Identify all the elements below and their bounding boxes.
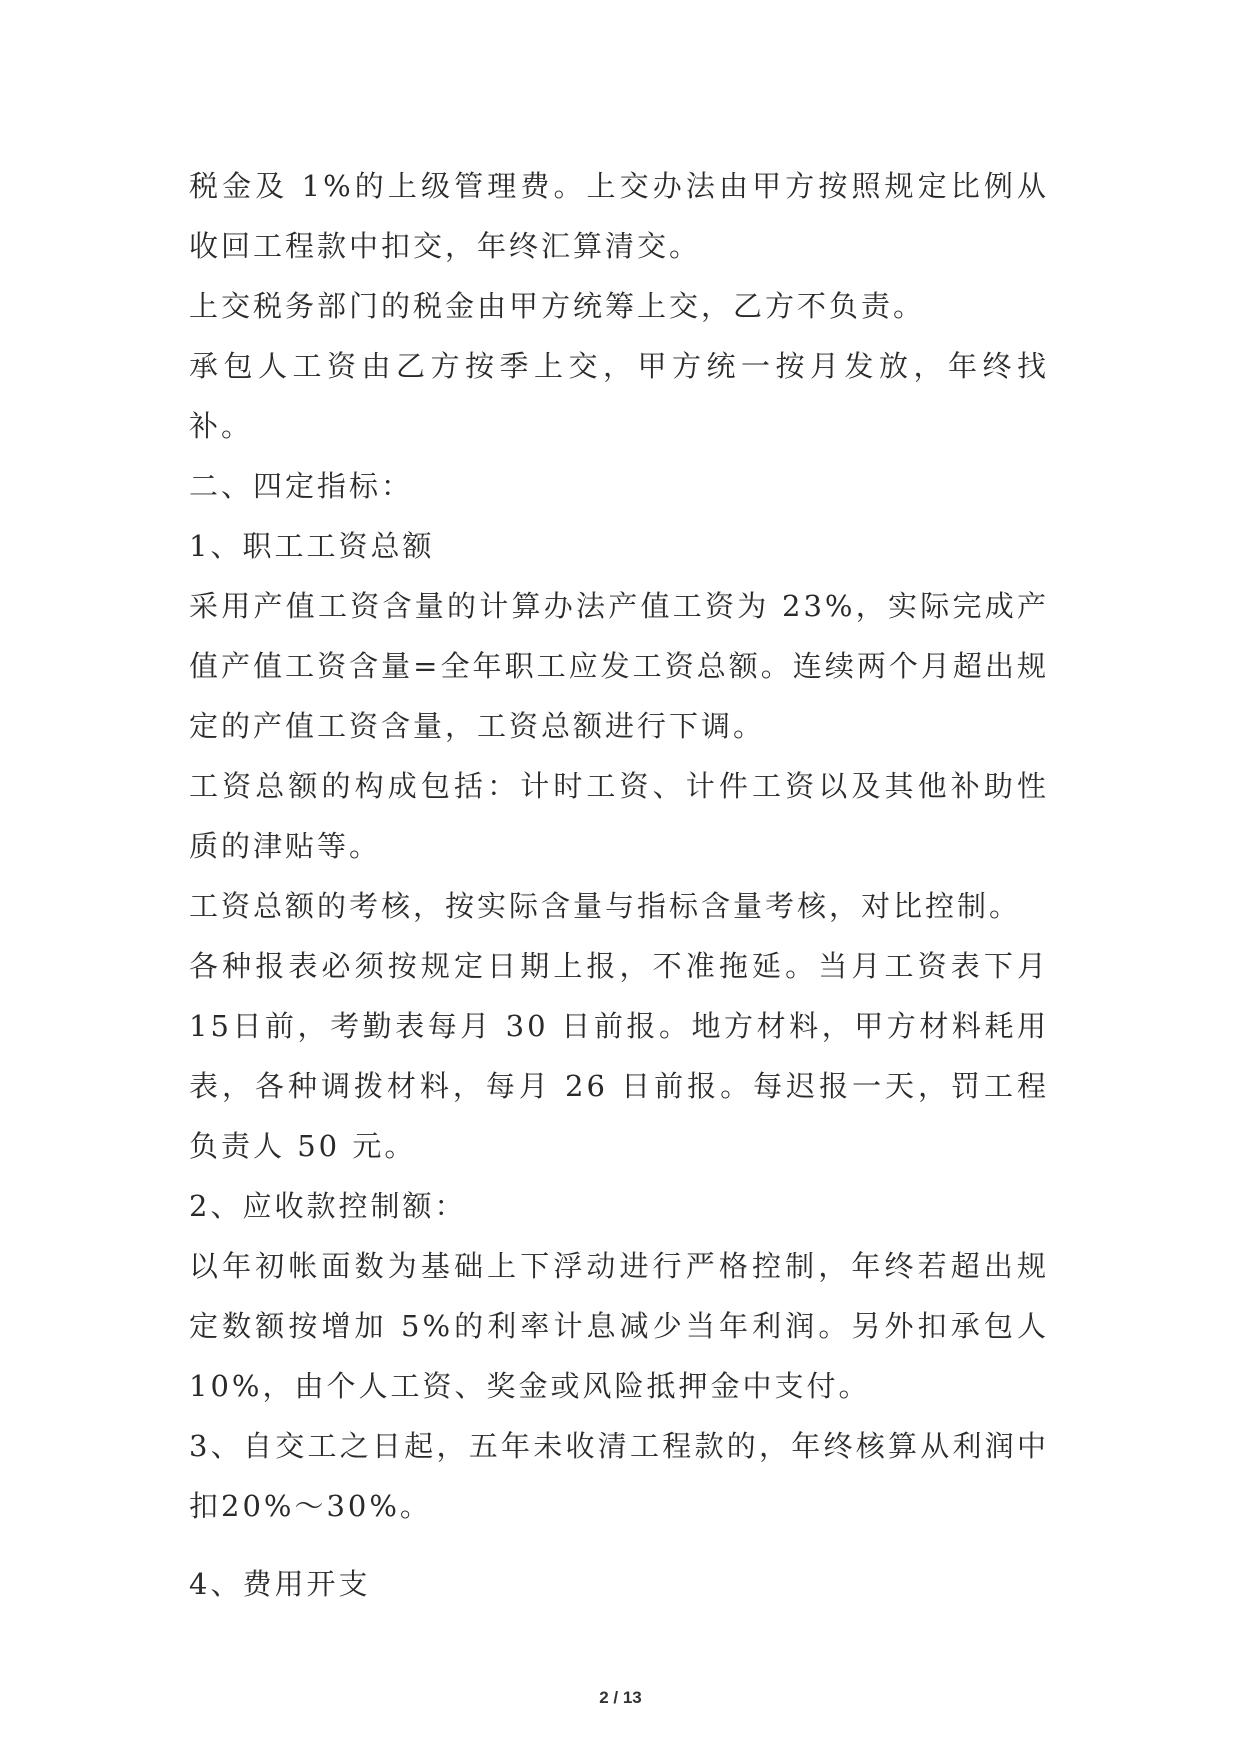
paragraph-contractor-salary: 承包人工资由乙方按季上交，甲方统一按月发放，年终找补。 [189,349,1049,443]
item-heading-receivables: 2、应收款控制额： [189,1189,467,1223]
item-heading-total-wages: 1、职工工资总额 [189,529,435,563]
paragraph-tax-payment: 上交税务部门的税金由甲方统筹上交，乙方不负责。 [189,289,926,323]
document-body [189,156,1049,1614]
paragraph-wage-assessment: 工资总额的考核，按实际含量与指标含量考核，对比控制。 [189,889,1022,923]
paragraph-unpaid-project-funds: 3、自交工之日起，五年未收清工程款的，年终核算从利润中扣20%～30%。 [189,1429,1049,1523]
paragraph-report-deadlines: 各种报表必须按规定日期上报，不准拖延。当月工资表下月 15日前，考勤表每月 30 日前报。地方材料，甲方材料耗用表，各种调拨材料，每月 26 日前报。每迟报一天，罚工程负责人 50 元。 [189,949,1049,1163]
section-heading-four-indicators: 二、四定指标： [189,469,414,503]
item-heading-expenses: 4、费用开支 [189,1567,371,1601]
paragraph-wage-calculation: 采用产值工资含量的计算办法产值工资为 23%，实际完成产值产值工资含量=全年职工应发工资总额。连续两个月超出规定的产值工资含量，工资总额进行下调。 [189,589,1049,743]
paragraph-management-fee: 税金及 1%的上级管理费。上交办法由甲方按照规定比例从收回工程款中扣交，年终汇算清交。 [189,169,1049,263]
paragraph-receivables-control: 以年初帐面数为基础上下浮动进行严格控制，年终若超出规定数额按增加 5%的利率计息减少当年利润。另外扣承包人 10%，由个人工资、奖金或风险抵押金中支付。 [189,1249,1049,1403]
paragraph-wage-composition: 工资总额的构成包括：计时工资、计件工资以及其他补助性质的津贴等。 [189,769,1049,863]
page-number: 2 / 13 [599,1688,642,1707]
